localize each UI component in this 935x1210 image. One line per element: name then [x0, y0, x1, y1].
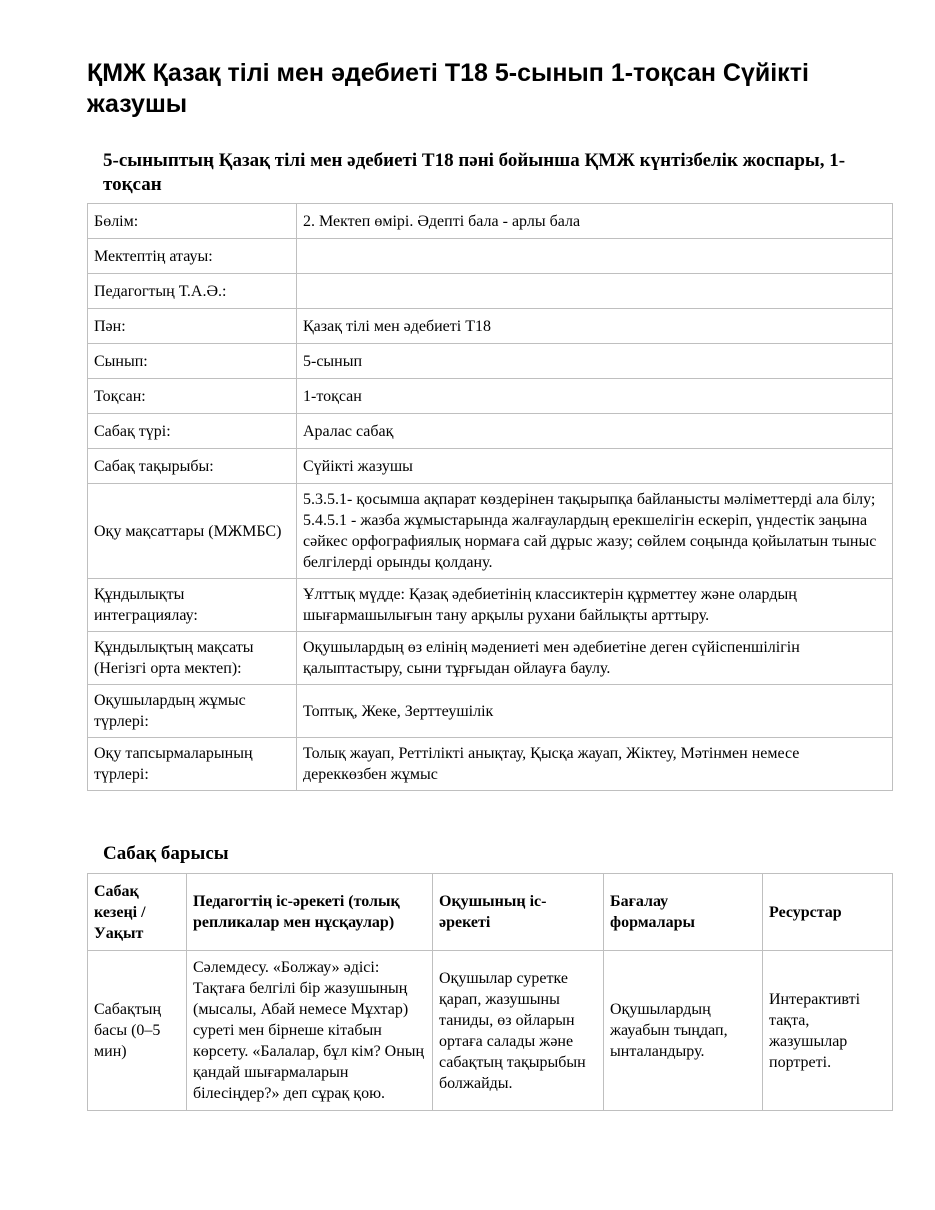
table-row — [88, 239, 893, 274]
table-cell: Интерактивті тақта, жазушылар портреті. — [763, 951, 893, 1111]
table-row — [88, 951, 893, 1111]
table-cell: Сабақтың басы (0–5 мин) — [88, 951, 187, 1111]
column-header: Оқушының іс-әрекеті — [433, 874, 604, 951]
plan-subtitle: 5-сыныптың Қазақ тілі мен әдебиеті Т18 пәні бойынша ҚМЖ күнтізбелік жоспары, 1-тоқсан — [103, 150, 846, 195]
table-row — [88, 344, 893, 379]
table-cell: Оқушылар суретке қарап, жазушыны таниды, өз ойларын ортаға салады және сабақтың тақырыбын болжайды. — [433, 951, 604, 1111]
info-key: Оқушылардың жұмыс түрлері: — [88, 685, 297, 738]
info-value — [297, 239, 893, 274]
table-row — [88, 738, 893, 791]
info-key: Оқу мақсаттары (МЖМБС) — [88, 484, 297, 579]
section-title: Сабақ барысы — [103, 843, 229, 864]
lesson-info-table — [87, 203, 893, 791]
info-key: Мектептің атауы: — [88, 239, 297, 274]
page-title: ҚМЖ Қазақ тілі мен әдебиеті Т18 5-сынып 1-тоқсан Сүйікті жазушы — [87, 59, 809, 118]
info-value: 5.3.5.1- қосымша ақпарат көздерінен тақырыпқа байланысты мәліметтерді ала білу; 5.4.5.1 - жазба жұмыстарында жалғаулардың ерекшелігін ескеріп, үндестік заңына сәйкес орфографиялық нормаға сай дұрыс жазу; сөйлем соңында қойылатын тыныс белгілерді орынды қолдану. — [297, 484, 893, 579]
table-row — [88, 274, 893, 309]
info-value: 5-сынып — [297, 344, 893, 379]
info-key: Сынып: — [88, 344, 297, 379]
column-header: Бағалау формалары — [604, 874, 763, 951]
table-cell: Оқушылардың жауабын тыңдап, ынталандыру. — [604, 951, 763, 1111]
table-row — [88, 204, 893, 239]
info-value: 2. Мектеп өмірі. Әдепті бала - арлы бала — [297, 204, 893, 239]
info-value: Аралас сабақ — [297, 414, 893, 449]
info-value: Сүйікті жазушы — [297, 449, 893, 484]
info-key: Тоқсан: — [88, 379, 297, 414]
column-header: Сабақ кезеңі / Уақыт — [88, 874, 187, 951]
info-value: 1-тоқсан — [297, 379, 893, 414]
table-row — [88, 449, 893, 484]
info-value: Қазақ тілі мен әдебиеті Т18 — [297, 309, 893, 344]
info-key: Пән: — [88, 309, 297, 344]
info-key: Оқу тапсырмаларының түрлері: — [88, 738, 297, 791]
table-row — [88, 632, 893, 685]
info-key: Сабақ түрі: — [88, 414, 297, 449]
column-header: Ресурстар — [763, 874, 893, 951]
info-key: Педагогтың Т.А.Ә.: — [88, 274, 297, 309]
column-header: Педагогтің іс-әрекеті (толық репликалар мен нұсқаулар) — [187, 874, 433, 951]
table-row — [88, 309, 893, 344]
info-value: Топтық, Жеке, Зерттеушілік — [297, 685, 893, 738]
table-header-row — [88, 874, 893, 951]
table-row — [88, 379, 893, 414]
info-value: Толық жауап, Реттілікті анықтау, Қысқа жауап, Жіктеу, Мәтінмен немесе дереккөзбен жұмыс — [297, 738, 893, 791]
table-row — [88, 579, 893, 632]
info-key: Құндылықтың мақсаты (Негізгі орта мектеп): — [88, 632, 297, 685]
table-row — [88, 414, 893, 449]
table-row — [88, 484, 893, 579]
info-key: Құндылықты интеграциялау: — [88, 579, 297, 632]
table-row — [88, 685, 893, 738]
info-value: Оқушылардың өз елінің мәдениеті мен әдебиетіне деген сүйіспеншілігін қалыптастыру, сыни тұрғыдан ойлауға баулу. — [297, 632, 893, 685]
info-value — [297, 274, 893, 309]
table-cell: Сәлемдесу. «Болжау» әдісі: Тақтаға белгілі бір жазушының (мысалы, Абай немесе Мұхтар) суреті мен бірнеше кітабын көрсету. «Балалар, бұл кім? Оның қандай шығармаларын білесіңдер?» деп сұрақ қою. — [187, 951, 433, 1111]
info-value: Ұлттық мүдде: Қазақ әдебиетінің классиктерін құрметтеу және олардың шығармашылығын тану арқылы рухани байлықты арттыру. — [297, 579, 893, 632]
lesson-flow-table — [87, 873, 893, 1111]
info-key: Сабақ тақырыбы: — [88, 449, 297, 484]
info-key: Бөлім: — [88, 204, 297, 239]
